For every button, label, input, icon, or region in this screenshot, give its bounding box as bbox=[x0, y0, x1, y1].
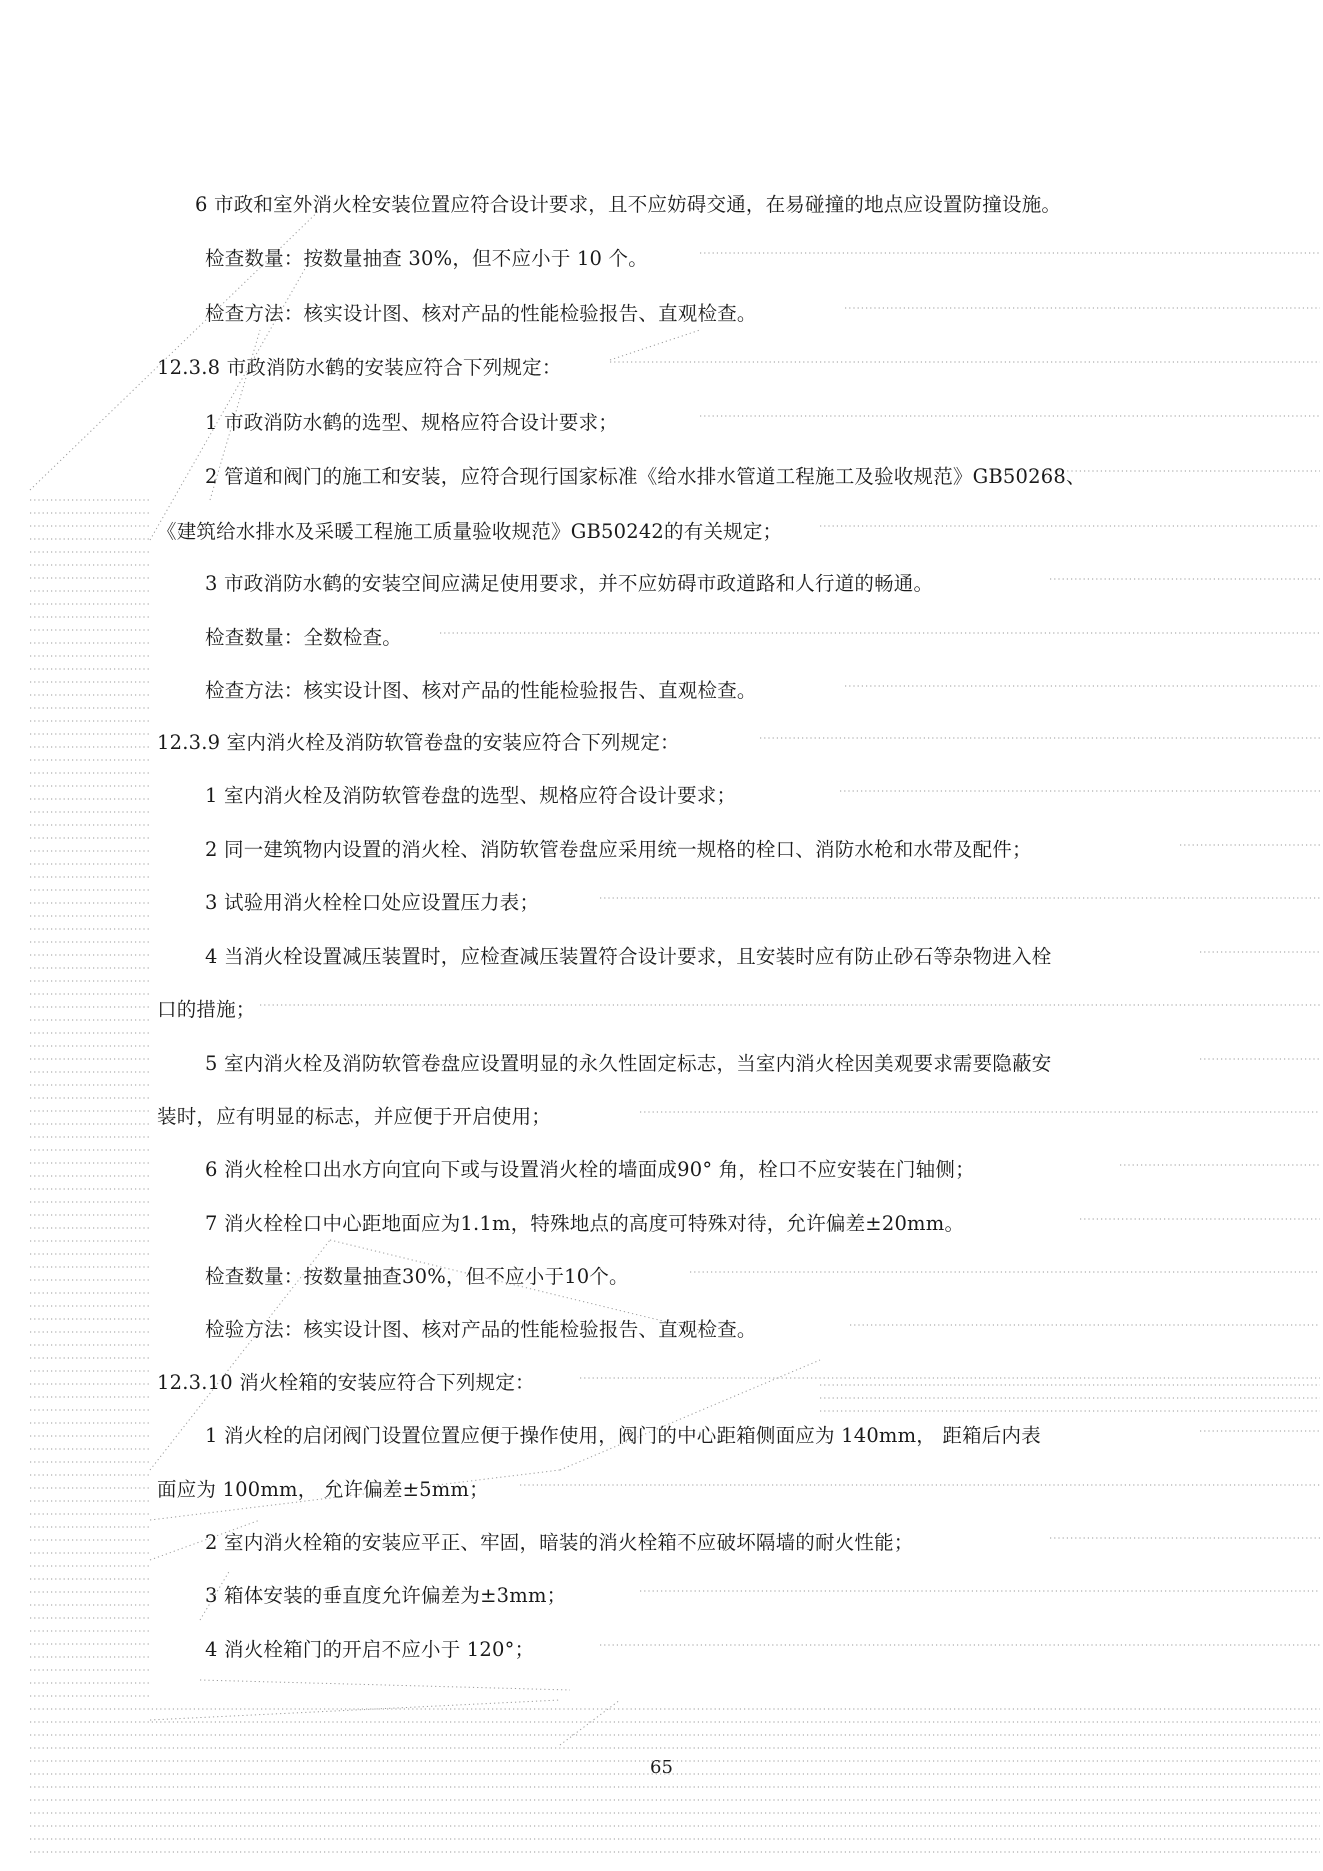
text-line: 装时，应有明显的标志，并应便于开启使用； bbox=[157, 1105, 552, 1128]
text-line: 检查数量：按数量抽查 30%，但不应小于 10 个。 bbox=[205, 247, 648, 270]
dotted-line bbox=[150, 1700, 560, 1720]
dotted-line bbox=[200, 1680, 570, 1690]
text-line: 3 市政消防水鹤的安装空间应满足使用要求，并不应妨碍市政道路和人行道的畅通。 bbox=[205, 572, 934, 595]
dotted-line bbox=[560, 1360, 820, 1470]
section-heading: 12.3.9 室内消火栓及消防软管卷盘的安装应符合下列规定： bbox=[157, 731, 680, 754]
text-line: 《建筑给水排水及采暖工程施工质量验收规范》GB50242的有关规定； bbox=[157, 520, 783, 543]
text-line: 检查方法：核实设计图、核对产品的性能检验报告、直观检查。 bbox=[205, 302, 757, 325]
text-line: 6 市政和室外消火栓安装位置应符合设计要求，且不应妨碍交通，在易碰撞的地点应设置防撞设施。 bbox=[195, 193, 1062, 216]
text-line: 1 市政消防水鹤的选型、规格应符合设计要求； bbox=[205, 411, 619, 434]
text-line: 检查方法：核实设计图、核对产品的性能检验报告、直观检查。 bbox=[205, 679, 757, 702]
section-heading: 12.3.10 消火栓箱的安装应符合下列规定： bbox=[157, 1371, 535, 1394]
text-line: 面应为 100mm， 允许偏差±5mm； bbox=[157, 1478, 489, 1501]
dotted-line bbox=[610, 330, 700, 360]
text-line: 4 消火栓箱门的开启不应小于 120°； bbox=[205, 1638, 535, 1661]
text-line: 6 消火栓栓口出水方向宜向下或与设置消火栓的墙面成90° 角，栓口不应安装在门轴侧； bbox=[205, 1158, 975, 1181]
text-line: 检查数量：按数量抽查30%，但不应小于10个。 bbox=[205, 1265, 629, 1288]
text-line: 口的措施； bbox=[157, 998, 256, 1021]
text-line: 3 箱体安装的垂直度允许偏差为±3mm； bbox=[205, 1584, 567, 1607]
text-line: 1 室内消火栓及消防软管卷盘的选型、规格应符合设计要求； bbox=[205, 784, 737, 807]
text-line: 4 当消火栓设置减压装置时，应检查减压装置符合设计要求，且安装时应有防止砂石等杂物进入栓 bbox=[205, 945, 1052, 968]
dotted-line bbox=[560, 1700, 620, 1745]
text-line: 7 消火栓栓口中心距地面应为1.1m，特殊地点的高度可特殊对待，允许偏差±20mm。 bbox=[205, 1212, 965, 1235]
text-line: 3 试验用消火栓栓口处应设置压力表； bbox=[205, 891, 540, 914]
dotted-line bbox=[30, 200, 330, 490]
page-number: 65 bbox=[650, 1757, 673, 1778]
text-line: 5 室内消火栓及消防软管卷盘应设置明显的永久性固定标志，当室内消火栓因美观要求需要隐蔽安 bbox=[205, 1052, 1052, 1075]
section-heading: 12.3.8 市政消防水鹤的安装应符合下列规定： bbox=[157, 356, 562, 379]
text-line: 1 消火栓的启闭阀门设置位置应便于操作使用，阀门的中心距箱侧面应为 140mm， 距箱后内表 bbox=[205, 1424, 1041, 1447]
text-line: 检验方法：核实设计图、核对产品的性能检验报告、直观检查。 bbox=[205, 1318, 757, 1341]
text-line: 2 同一建筑物内设置的消火栓、消防软管卷盘应采用统一规格的栓口、消防水枪和水带及配件； bbox=[205, 838, 1032, 861]
text-line: 检查数量：全数检查。 bbox=[205, 626, 403, 649]
text-line: 2 室内消火栓箱的安装应平正、牢固，暗装的消火栓箱不应破坏隔墙的耐火性能； bbox=[205, 1531, 914, 1554]
text-line: 2 管道和阀门的施工和安装，应符合现行国家标准《给水排水管道工程施工及验收规范》GB50268、 bbox=[205, 465, 1086, 488]
